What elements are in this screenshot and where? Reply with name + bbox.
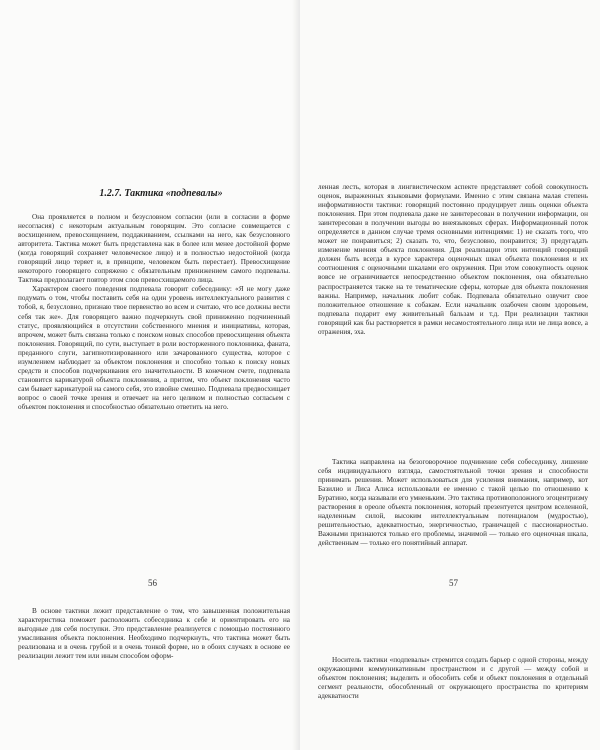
left-text-block-1 (18, 213, 290, 412)
right-text-block-3 (318, 656, 588, 701)
paragraph: Она проявляется в полном и безусловном согласии (или в согласии в форме несогласия) с некоторым актуальным говорящим. Это согласие совмещается с восхищением, превосхищением, поддакиванием, ссылками на него, как безусловного авторитета. Тактика может быть представлена как в более или менее достойной форме (когда говорящий сохраняет человеческое лицо) и в полностью недостойной (когда говорящий лицо теряет и, в принципе, человеком быть перестает). Превосхищение некоторого говорящего сопряжено с обязательным принижением самого подпевалы. Тактика предполагает повтор этом слов превосхищаемого лица. (18, 213, 290, 285)
paragraph: В основе тактики лежит представление о том, что завышенная положительная характеристика поможет расположить собеседника к себе и ориентировать его на выгодные для себя поступки. Это представление реализуется с помощью постоянного умасливания объекта поклонения. Необходимо подчеркнуть, что тактика может быть реализована и в очень грубой и в очень тонкой форме, но в обоих случаях в основе ее реализации лежит тем или иным способом оформ- (18, 607, 290, 661)
paragraph: Характером своего поведения подпевала говорит собеседнику: «Я не могу даже подумать о том, чтобы поставить себя на один уровень интеллектуального развития с тобой, я, безусловно, признаю твое первенство во всем и считаю, что все должны вести себя так же». Для говорящего важно подчеркнуть свой приниженно подчиненный статус, проявляющийся в отсутствии собственного мнения и инициативы, которая, впрочем, может быть связана только с поиском новых способов превосхищения объекта поклонения. Говорящий, по сути, выступает в роли восторженного поклонника, фаната, преданного слуги, загипнотизированного или зачарованного существа, которое с изумлением наблюдает за объектом поклонения и способно только к поиску новых средств и способов подчеркивания его значительности. В конечном счете, подпевала становится карикатурой объекта поклонения, а притом, что объект поклонения часто сам бывает карикатурой на самого себя, это взвойне смешно. Подпевала предвосхищает вопрос о своей точке зрения и отвечает на него целиком и полностью согласьем с объектом поклонения и способностью обязательно ответить на него. (18, 285, 290, 411)
right-text-block-1 (318, 183, 588, 337)
page-number-right: 57 (449, 578, 458, 588)
right-page (300, 0, 600, 750)
paragraph: ленная лесть, которая в лингвистическом аспекте представляет собой совокупность оценок, выраженных языковыми формулами. Именно с этим связана малая степень информативности тактики: говорящий постоянно продуцирует лишь оценки объекта поклонения. При этом подпевала даже не заинтересован в получении информации, он заинтересован в получении выгоды во внеязыковых сферах. Информационный поток определяется в данном случае тремя основными интенциями: 1) не сказать того, что может не понравиться; 2) сказать то, что, безусловно, понравится; 3) предугадать изменение мнения объекта поклонения. Для реализации этих интенций говорящий должен быть всегда в курсе характера оценочных шкал объекта поклонения и их соотношения с оценочными шкалами его окружения. При этом совокупность оценок вовсе не ограничивается непосредственно объектом поклонения, она обязательно распространяется также на те тематические сферы, которые для объекта поклонения важны. Например, начальник любит собак. Подпевала обязательно озвучит свое положительное отношение к собакам. Если начальник озабочен своим здоровьем, подпевала подарит ему живительный бальзам и т.д. При реализации тактики говорящий как бы растворяется в рамки несамостоятельного лица или не лица вовсе, а отражения, эха. (318, 183, 588, 336)
left-text-block-2 (18, 607, 290, 661)
page-number-left: 56 (148, 578, 157, 588)
right-text-block-2 (318, 458, 588, 548)
paragraph: Тактика направлена на безоговорочное подчинение себя собеседнику, лишение себя индивидуального взгляда, самостоятельной точки зрения и способности принимать решения. Может использоваться для усиления внимания, например, кот Базилио и Лиса Алиса использовали ее именно с такой целью по отношению к Буратино, когда называли его умненьким. Это тактика противоположного эгоцентризму растворения в ореоле объекта поклонения, который презентуется центром вселенной, наделенным силой, высоким интеллектуальным потенциалом (мудростью), решительностью, адекватностью, энергичностью, граничащей с пассионарностью. Важными признаются только его проблемы, значимой — только его оценочная шкала, действенным — только его понятийный аппарат. (318, 458, 588, 548)
section-heading: 1.2.7. Тактика «подпевалы» (99, 188, 223, 199)
paragraph: Носитель тактики «подпевалы» стремится создать барьер с одной стороны, между окружающими коммуникативным пространством и с другой — между собой и объектом поклонения; выделить и обособить себя и объект поклонения в отдельный сегмент реальности, обособленный от окружающего пространства по критериям адекватности (318, 656, 588, 701)
